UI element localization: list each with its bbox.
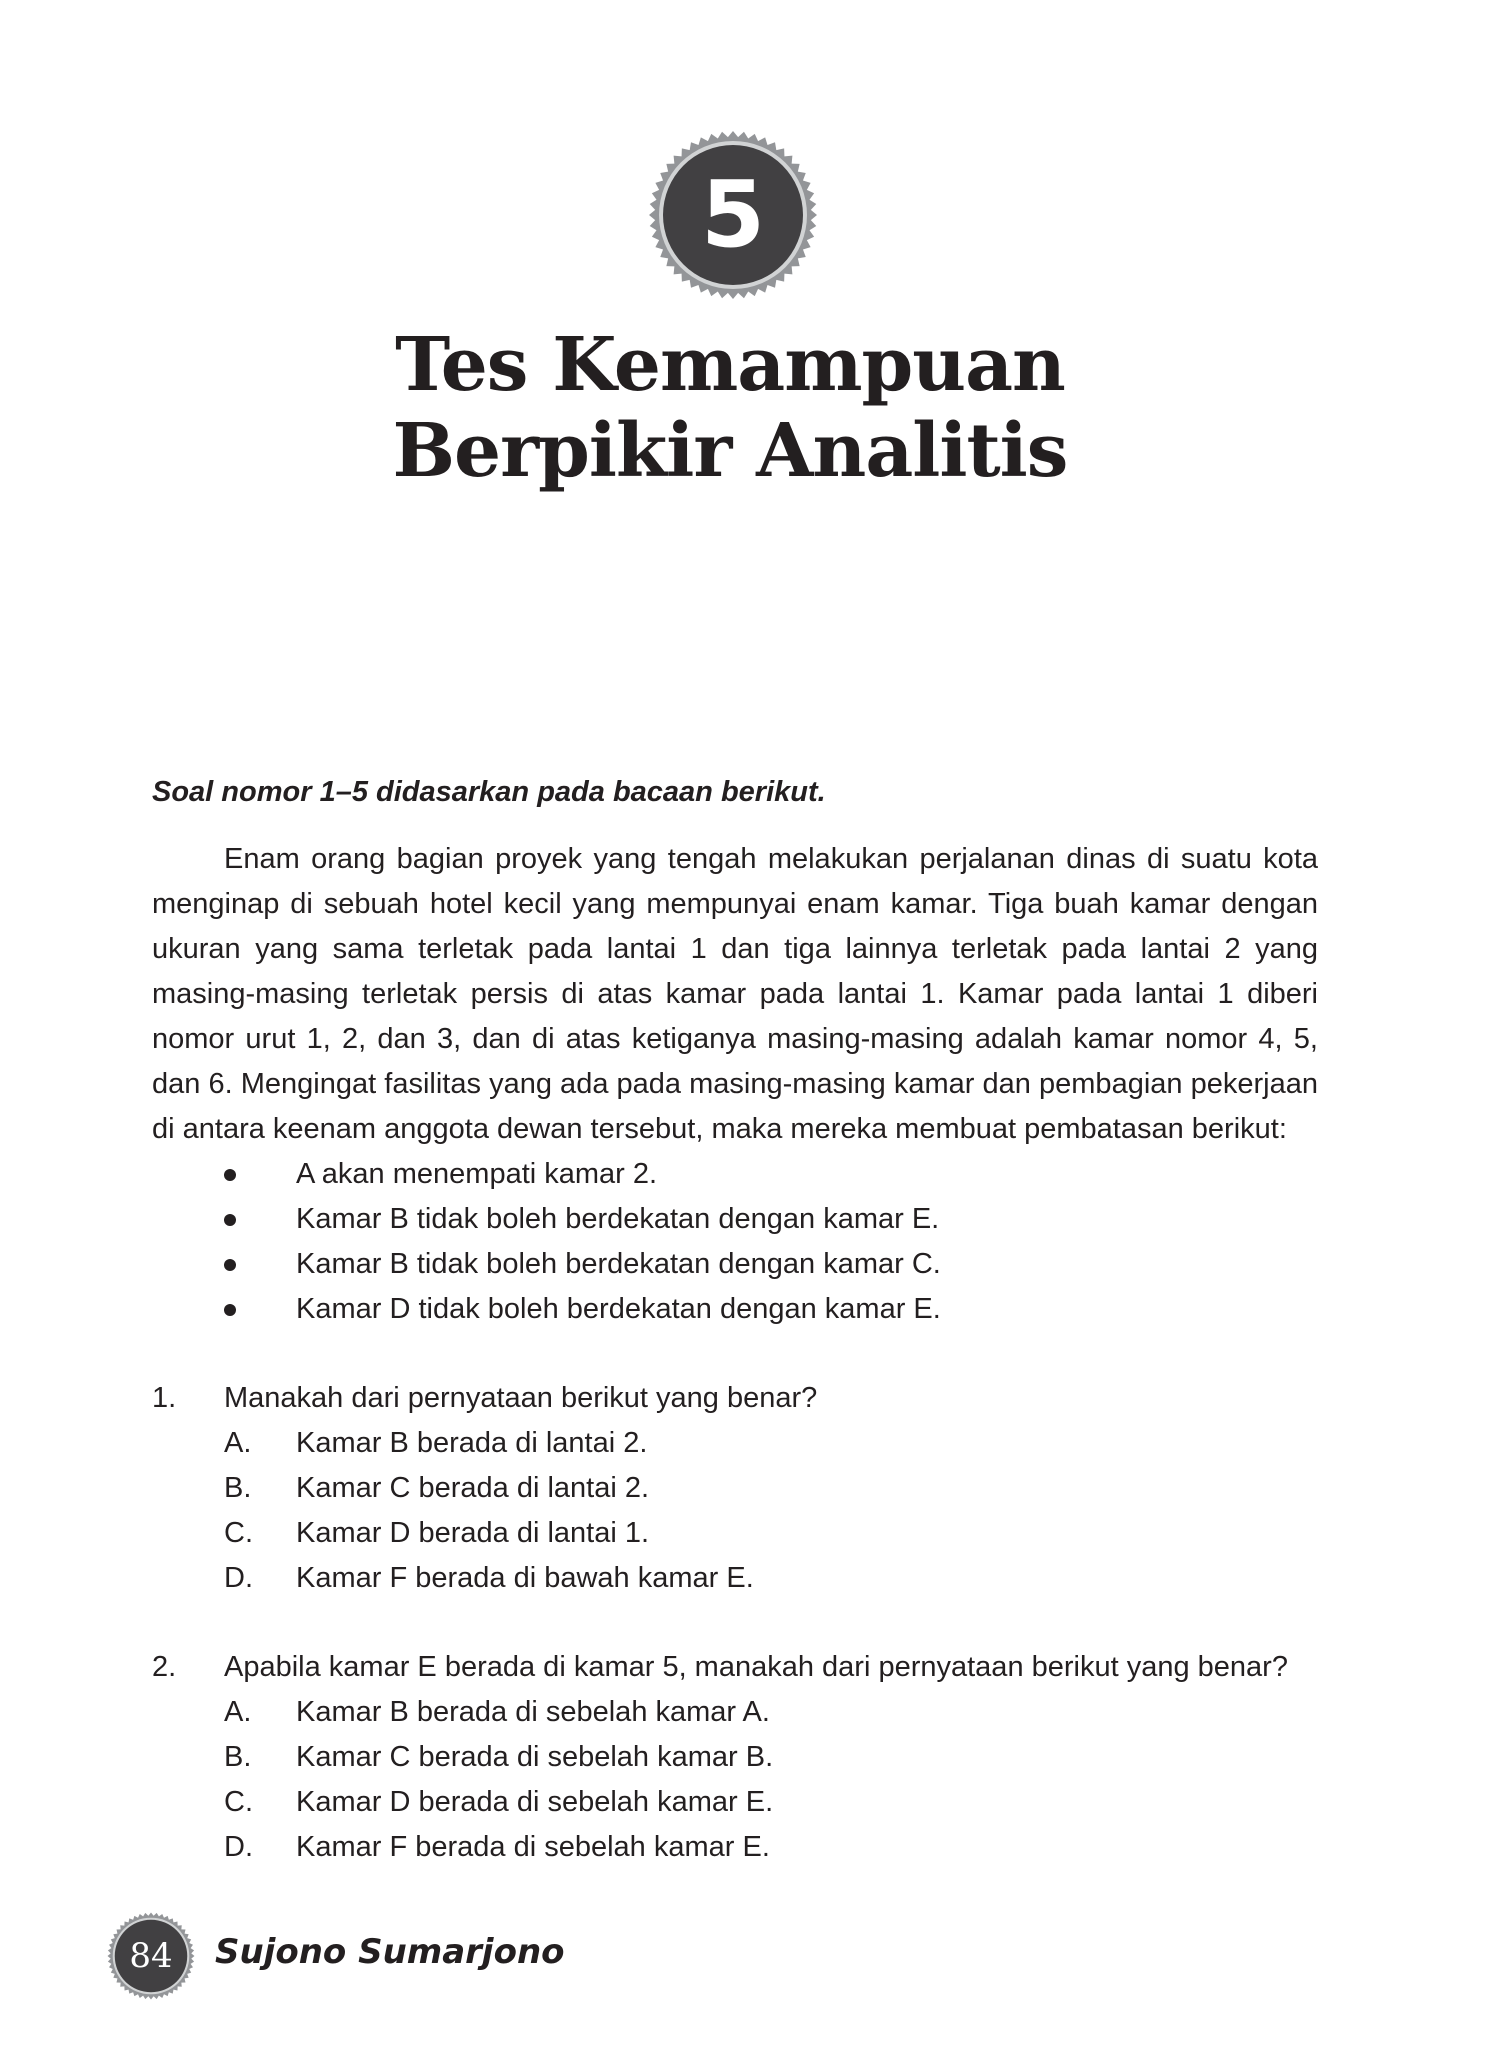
option-text: Kamar D berada di lantai 1. [296,1517,650,1549]
option-letter: A. [224,1427,252,1459]
question-1 [152,1376,1318,1601]
main-content [152,770,1318,1870]
bullet-dot-icon [224,1304,236,1316]
constraint-item [152,1152,1318,1197]
bullet-dot-icon [224,1259,236,1271]
bullet-dot-icon [224,1214,236,1226]
option-list [152,1421,1318,1601]
question-text: Apabila kamar E berada di kamar 5, manakah dari pernyataan berikut yang benar? [224,1651,1288,1683]
option-d [152,1556,1318,1601]
constraint-list [152,1152,1318,1332]
option-text: Kamar C berada di lantai 2. [296,1472,650,1504]
chapter-title-line-1: Tes Kemampuan [395,322,1065,408]
option-letter: B. [224,1741,252,1773]
option-letter: B. [224,1472,252,1504]
chapter-title [380,322,1080,494]
option-a [152,1421,1318,1466]
option-text: Kamar B berada di lantai 2. [296,1427,648,1459]
option-text: Kamar D berada di sebelah kamar E. [296,1786,774,1818]
option-c [152,1780,1318,1825]
reading-passage: Enam orang bagian proyek yang tengah melakukan perjalanan dinas di suatu kota menginap di sebuah hotel kecil yang mempunyai enam kamar. Tiga buah kamar dengan ukuran yang sama terletak pada lantai 1 dan tiga lainnya terletak pada lantai 2 yang masing-masing terletak persis di atas kamar pada lantai 1. Kamar pada lantai 1 diberi nomor urut 1, 2, dan 3, dan di atas ketiganya masing-masing adalah kamar nomor 4, 5, dan 6. Mengingat fasilitas yang ada pada masing-masing kamar dan pembagian pekerjaan di antara keenam anggota dewan tersebut, maka mereka membuat pembatasan berikut: [152,843,1318,1145]
option-b [152,1466,1318,1511]
constraint-text: Kamar D tidak boleh berdekatan dengan kamar E. [296,1293,941,1325]
option-text: Kamar F berada di sebelah kamar E. [296,1831,770,1863]
option-text: Kamar C berada di sebelah kamar B. [296,1741,774,1773]
constraint-item [152,1287,1318,1332]
question-stem [152,1645,1318,1690]
option-list [152,1690,1318,1870]
chapter-badge [648,130,818,300]
option-text: Kamar B berada di sebelah kamar A. [296,1696,770,1728]
option-text: Kamar F berada di bawah kamar E. [296,1562,754,1594]
option-letter: D. [224,1831,253,1863]
option-b [152,1735,1318,1780]
page-number-badge [107,1912,195,2000]
option-letter: C. [224,1786,253,1818]
option-letter: D. [224,1562,253,1594]
bullet-dot-icon [224,1169,236,1181]
constraint-text: Kamar B tidak boleh berdekatan dengan kamar C. [296,1248,941,1280]
question-text: Manakah dari pernyataan berikut yang benar? [224,1382,818,1414]
question-number: 1. [152,1382,177,1414]
page-number: 84 [129,1936,173,1976]
constraint-text: Kamar B tidak boleh berdekatan dengan kamar E. [296,1203,940,1235]
chapter-title-line-2: Berpikir Analitis [392,408,1068,494]
option-letter: C. [224,1517,253,1549]
intro-instruction: Soal nomor 1–5 didasarkan pada bacaan berikut. [152,776,826,808]
option-c [152,1511,1318,1556]
question-2 [152,1645,1318,1870]
author-name: Sujono Sumarjono [215,1932,565,1972]
question-number: 2. [152,1651,177,1683]
constraint-item [152,1197,1318,1242]
chapter-number: 5 [700,161,765,268]
constraint-item [152,1242,1318,1287]
option-d [152,1825,1318,1870]
option-a [152,1690,1318,1735]
constraint-text: A akan menempati kamar 2. [296,1158,658,1190]
question-stem [152,1376,1318,1421]
option-letter: A. [224,1696,252,1728]
